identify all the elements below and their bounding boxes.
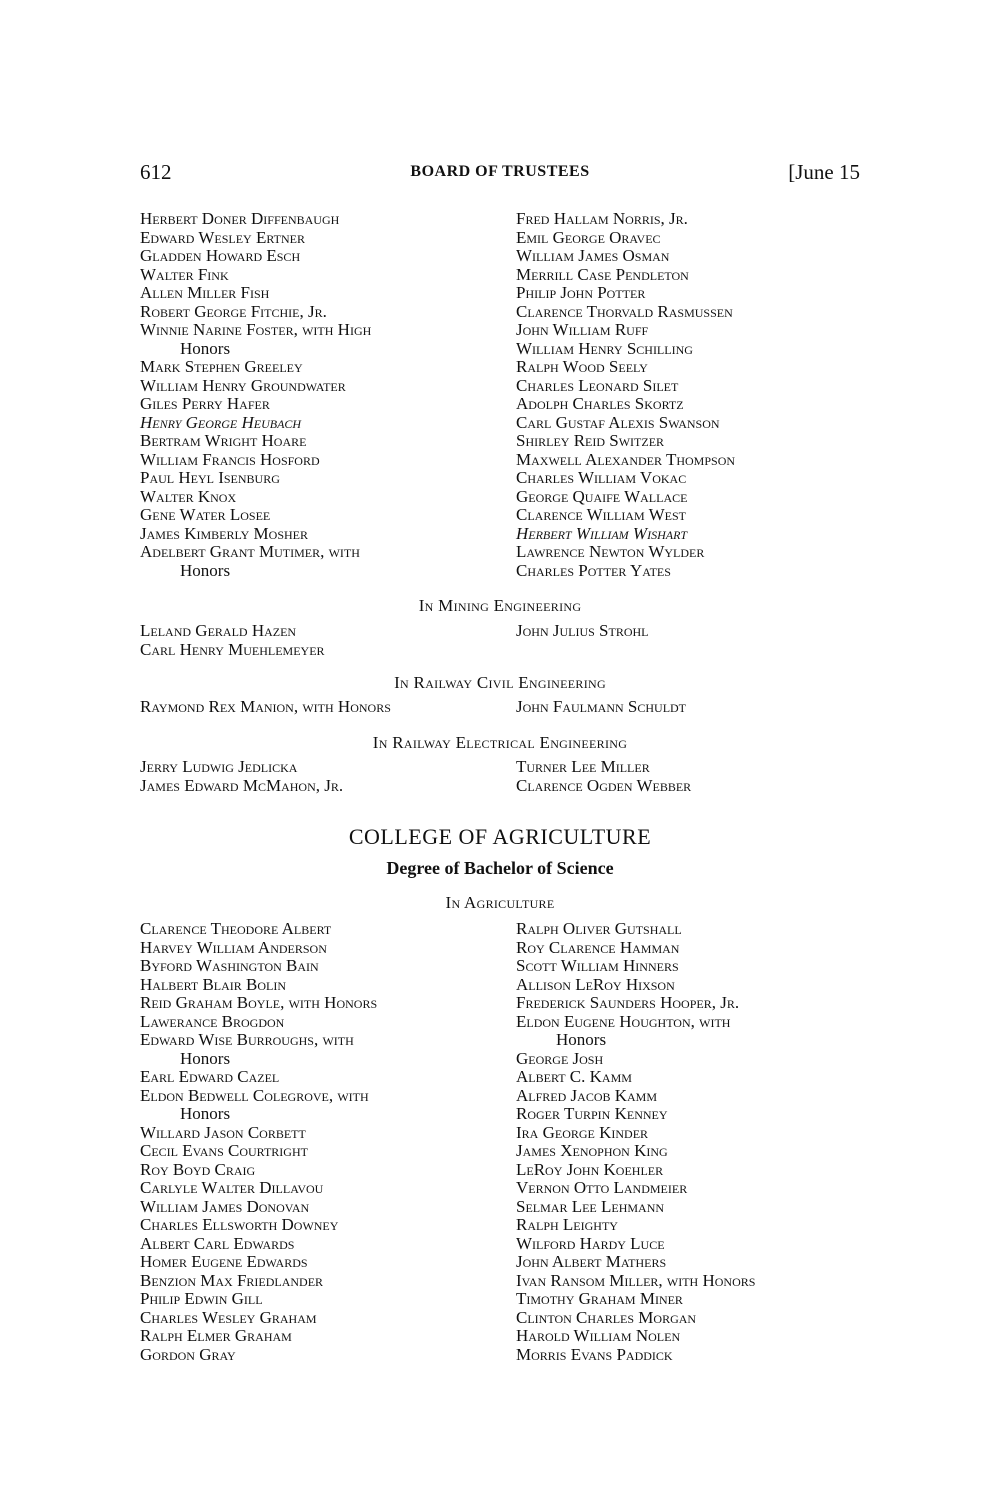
graduate-name: Henry George Heubach bbox=[140, 412, 302, 432]
graduate-name: Albert C. Kamm bbox=[516, 1067, 632, 1086]
graduate-name: Cecil Evans Courtright bbox=[140, 1141, 308, 1160]
graduate-column-right bbox=[516, 698, 860, 717]
graduate-name: Giles Perry Hafer bbox=[140, 394, 270, 413]
graduate-column-right bbox=[516, 210, 860, 580]
page-number: 612 bbox=[140, 160, 172, 184]
graduate-name: Lawerance Brogdon bbox=[140, 1011, 285, 1031]
graduate-name: Ralph Leighty bbox=[516, 1215, 618, 1234]
graduate-name: Gordon Gray bbox=[140, 1344, 236, 1364]
graduate-name: Ralph Oliver Gutshall bbox=[516, 919, 682, 938]
graduate-name: Clarence Theodore Albert bbox=[140, 919, 332, 938]
graduate-name: James Kimberly Mosher bbox=[140, 523, 308, 543]
graduate-name: Harold William Nolen bbox=[516, 1326, 681, 1345]
section-heading-railway-electrical: In Railway Electrical Engineering bbox=[372, 733, 628, 752]
graduate-name: Gladden Howard Esch bbox=[140, 246, 301, 265]
graduate-name: Shirley Reid Switzer bbox=[516, 431, 665, 450]
graduate-name: Turner Lee Miller bbox=[516, 757, 650, 776]
graduate-name-continuation: Honors bbox=[180, 338, 231, 358]
graduate-name-continuation: Honors bbox=[556, 1030, 607, 1049]
graduate-name: Walter Knox bbox=[140, 486, 237, 506]
graduate-name: William Francis Hosford bbox=[140, 449, 320, 469]
graduate-name: Vernon Otto Landmeier bbox=[516, 1178, 688, 1197]
graduate-name: Emil George Oravec bbox=[516, 227, 661, 247]
section-heading-mining: In Mining Engineering bbox=[418, 596, 582, 615]
graduate-name: Ira George Kinder bbox=[516, 1122, 649, 1142]
graduate-name: Adelbert Grant Mutimer, with bbox=[140, 542, 360, 561]
graduate-name: William James Donovan bbox=[140, 1196, 310, 1216]
graduate-name: Eldon Bedwell Colegrove, with bbox=[140, 1085, 369, 1105]
graduate-name: Ivan Ransom Miller, with Honors bbox=[516, 1270, 756, 1290]
graduate-name: Albert Carl Edwards bbox=[140, 1233, 295, 1253]
graduate-name: Harvey William Anderson bbox=[140, 937, 327, 957]
graduate-name: Roger Turpin Kenney bbox=[516, 1104, 668, 1123]
graduate-name: Wilford Hardy Luce bbox=[516, 1233, 665, 1253]
graduate-name: Walter Fink bbox=[140, 264, 229, 284]
graduate-name: Allen Miller Fish bbox=[140, 283, 270, 302]
graduate-name: Willard Jason Corbett bbox=[140, 1122, 306, 1142]
graduate-name: William Henry Groundwater bbox=[140, 375, 346, 395]
graduate-name: Philip Edwin Gill bbox=[140, 1289, 263, 1308]
degree-title: Degree of Bachelor of Science bbox=[386, 858, 614, 878]
graduate-name: Selmar Lee Lehmann bbox=[516, 1196, 665, 1216]
graduate-name: Timothy Graham Miner bbox=[516, 1289, 683, 1308]
graduate-column-left bbox=[140, 758, 480, 795]
graduate-name: Robert George Fitchie, Jr. bbox=[140, 301, 327, 321]
header-title: BOARD OF TRUSTEES bbox=[410, 163, 590, 180]
graduate-name: Edward Wesley Ertner bbox=[140, 227, 305, 247]
graduate-name: Halbert Blair Bolin bbox=[140, 974, 287, 994]
graduate-name: Edward Wise Burroughs, with bbox=[140, 1030, 354, 1049]
graduate-name: Adolph Charles Skortz bbox=[516, 394, 684, 413]
graduate-name: Clarence Thorvald Rasmussen bbox=[516, 301, 733, 321]
college-title: COLLEGE OF AGRICULTURE bbox=[348, 824, 652, 849]
graduate-column-right bbox=[516, 920, 860, 1364]
graduate-name: Alfred Jacob Kamm bbox=[516, 1085, 658, 1105]
graduate-name: Maxwell Alexander Thompson bbox=[516, 449, 736, 469]
graduate-name: Charles Wesley Graham bbox=[140, 1307, 317, 1327]
graduate-name: Benzion Max Friedlander bbox=[140, 1270, 324, 1290]
graduate-name-continuation: Honors bbox=[180, 560, 231, 580]
graduate-column-right bbox=[516, 758, 860, 795]
graduate-name: Charles William Vokac bbox=[516, 468, 687, 487]
graduate-column-left bbox=[140, 920, 480, 1364]
graduate-name: Jerry Ludwig Jedlicka bbox=[140, 757, 298, 776]
graduate-name: George Josh bbox=[516, 1048, 604, 1068]
graduate-name-continuation: Honors bbox=[180, 1048, 231, 1068]
graduate-name: Clarence Ogden Webber bbox=[516, 775, 692, 795]
graduate-name: Mark Stephen Greeley bbox=[140, 357, 303, 376]
graduate-name: LeRoy John Koehler bbox=[516, 1159, 664, 1179]
running-head bbox=[140, 160, 860, 190]
graduate-name: Charles Ellsworth Downey bbox=[140, 1215, 339, 1234]
graduate-name: George Quaife Wallace bbox=[516, 486, 688, 506]
graduate-name: Reid Graham Boyle, with Honors bbox=[140, 993, 378, 1012]
graduate-name: Herbert William Wishart bbox=[516, 523, 688, 543]
graduate-name: Roy Clarence Hamman bbox=[516, 937, 680, 957]
graduate-name: Carl Henry Muehlemeyer bbox=[140, 639, 325, 659]
graduate-name: Clinton Charles Morgan bbox=[516, 1307, 697, 1327]
graduate-name: Lawrence Newton Wylder bbox=[516, 542, 705, 561]
graduate-name: James Xenophon King bbox=[516, 1141, 668, 1160]
section-heading-agriculture: In Agriculture bbox=[445, 893, 555, 912]
graduate-name: Roy Boyd Craig bbox=[140, 1159, 256, 1179]
graduate-name: William Henry Schilling bbox=[516, 338, 693, 358]
graduate-name: Eldon Eugene Houghton, with bbox=[516, 1011, 731, 1031]
graduate-name: Byford Washington Bain bbox=[140, 956, 319, 975]
graduate-name: Leland Gerald Hazen bbox=[140, 621, 297, 640]
graduate-name: Carlyle Walter Dillavou bbox=[140, 1178, 324, 1197]
graduate-name: Merrill Case Pendleton bbox=[516, 264, 689, 284]
header-date: [June 15 bbox=[788, 160, 860, 184]
graduate-name-continuation: Honors bbox=[180, 1104, 231, 1123]
section-heading-railway-civil: In Railway Civil Engineering bbox=[394, 673, 606, 692]
graduate-name: Ralph Elmer Graham bbox=[140, 1326, 292, 1345]
graduate-name: Herbert Doner Diffenbaugh bbox=[140, 209, 340, 228]
graduate-column-left bbox=[140, 698, 480, 717]
graduate-column-left bbox=[140, 210, 480, 580]
graduate-name: Frederick Saunders Hooper, Jr. bbox=[516, 993, 740, 1012]
graduate-name: Ralph Wood Seely bbox=[516, 357, 648, 376]
graduate-name: Gene Water Losee bbox=[140, 505, 271, 524]
graduate-name: John Albert Mathers bbox=[516, 1252, 667, 1271]
graduate-name: Winnie Narine Foster, with High bbox=[140, 320, 372, 339]
graduate-name: Morris Evans Paddick bbox=[516, 1344, 673, 1364]
graduate-name: Bertram Wright Hoare bbox=[140, 431, 307, 450]
graduate-name: Philip John Potter bbox=[516, 283, 646, 302]
graduate-name: Allison LeRoy Hixson bbox=[516, 974, 675, 994]
graduate-name: John Julius Strohl bbox=[516, 621, 649, 640]
graduate-column-left bbox=[140, 622, 480, 659]
graduate-column-right bbox=[516, 622, 860, 641]
graduate-name: James Edward McMahon, Jr. bbox=[140, 775, 344, 795]
graduate-name: John Faulmann Schuldt bbox=[516, 697, 687, 716]
graduate-name: William James Osman bbox=[516, 246, 670, 265]
graduate-name: Clarence William West bbox=[516, 505, 686, 524]
graduate-name: Paul Heyl Isenburg bbox=[140, 468, 280, 487]
graduate-name: Homer Eugene Edwards bbox=[140, 1252, 308, 1271]
graduate-name: Fred Hallam Norris, Jr. bbox=[516, 209, 688, 228]
graduate-name: Scott William Hinners bbox=[516, 956, 679, 975]
graduate-name: Raymond Rex Manion, with Honors bbox=[140, 697, 391, 716]
graduate-name: Carl Gustaf Alexis Swanson bbox=[516, 412, 720, 432]
graduate-name: Charles Leonard Silet bbox=[516, 375, 679, 395]
graduate-name: Charles Potter Yates bbox=[516, 560, 671, 580]
graduate-name: John William Ruff bbox=[516, 320, 649, 339]
graduate-name: Earl Edward Cazel bbox=[140, 1067, 280, 1086]
